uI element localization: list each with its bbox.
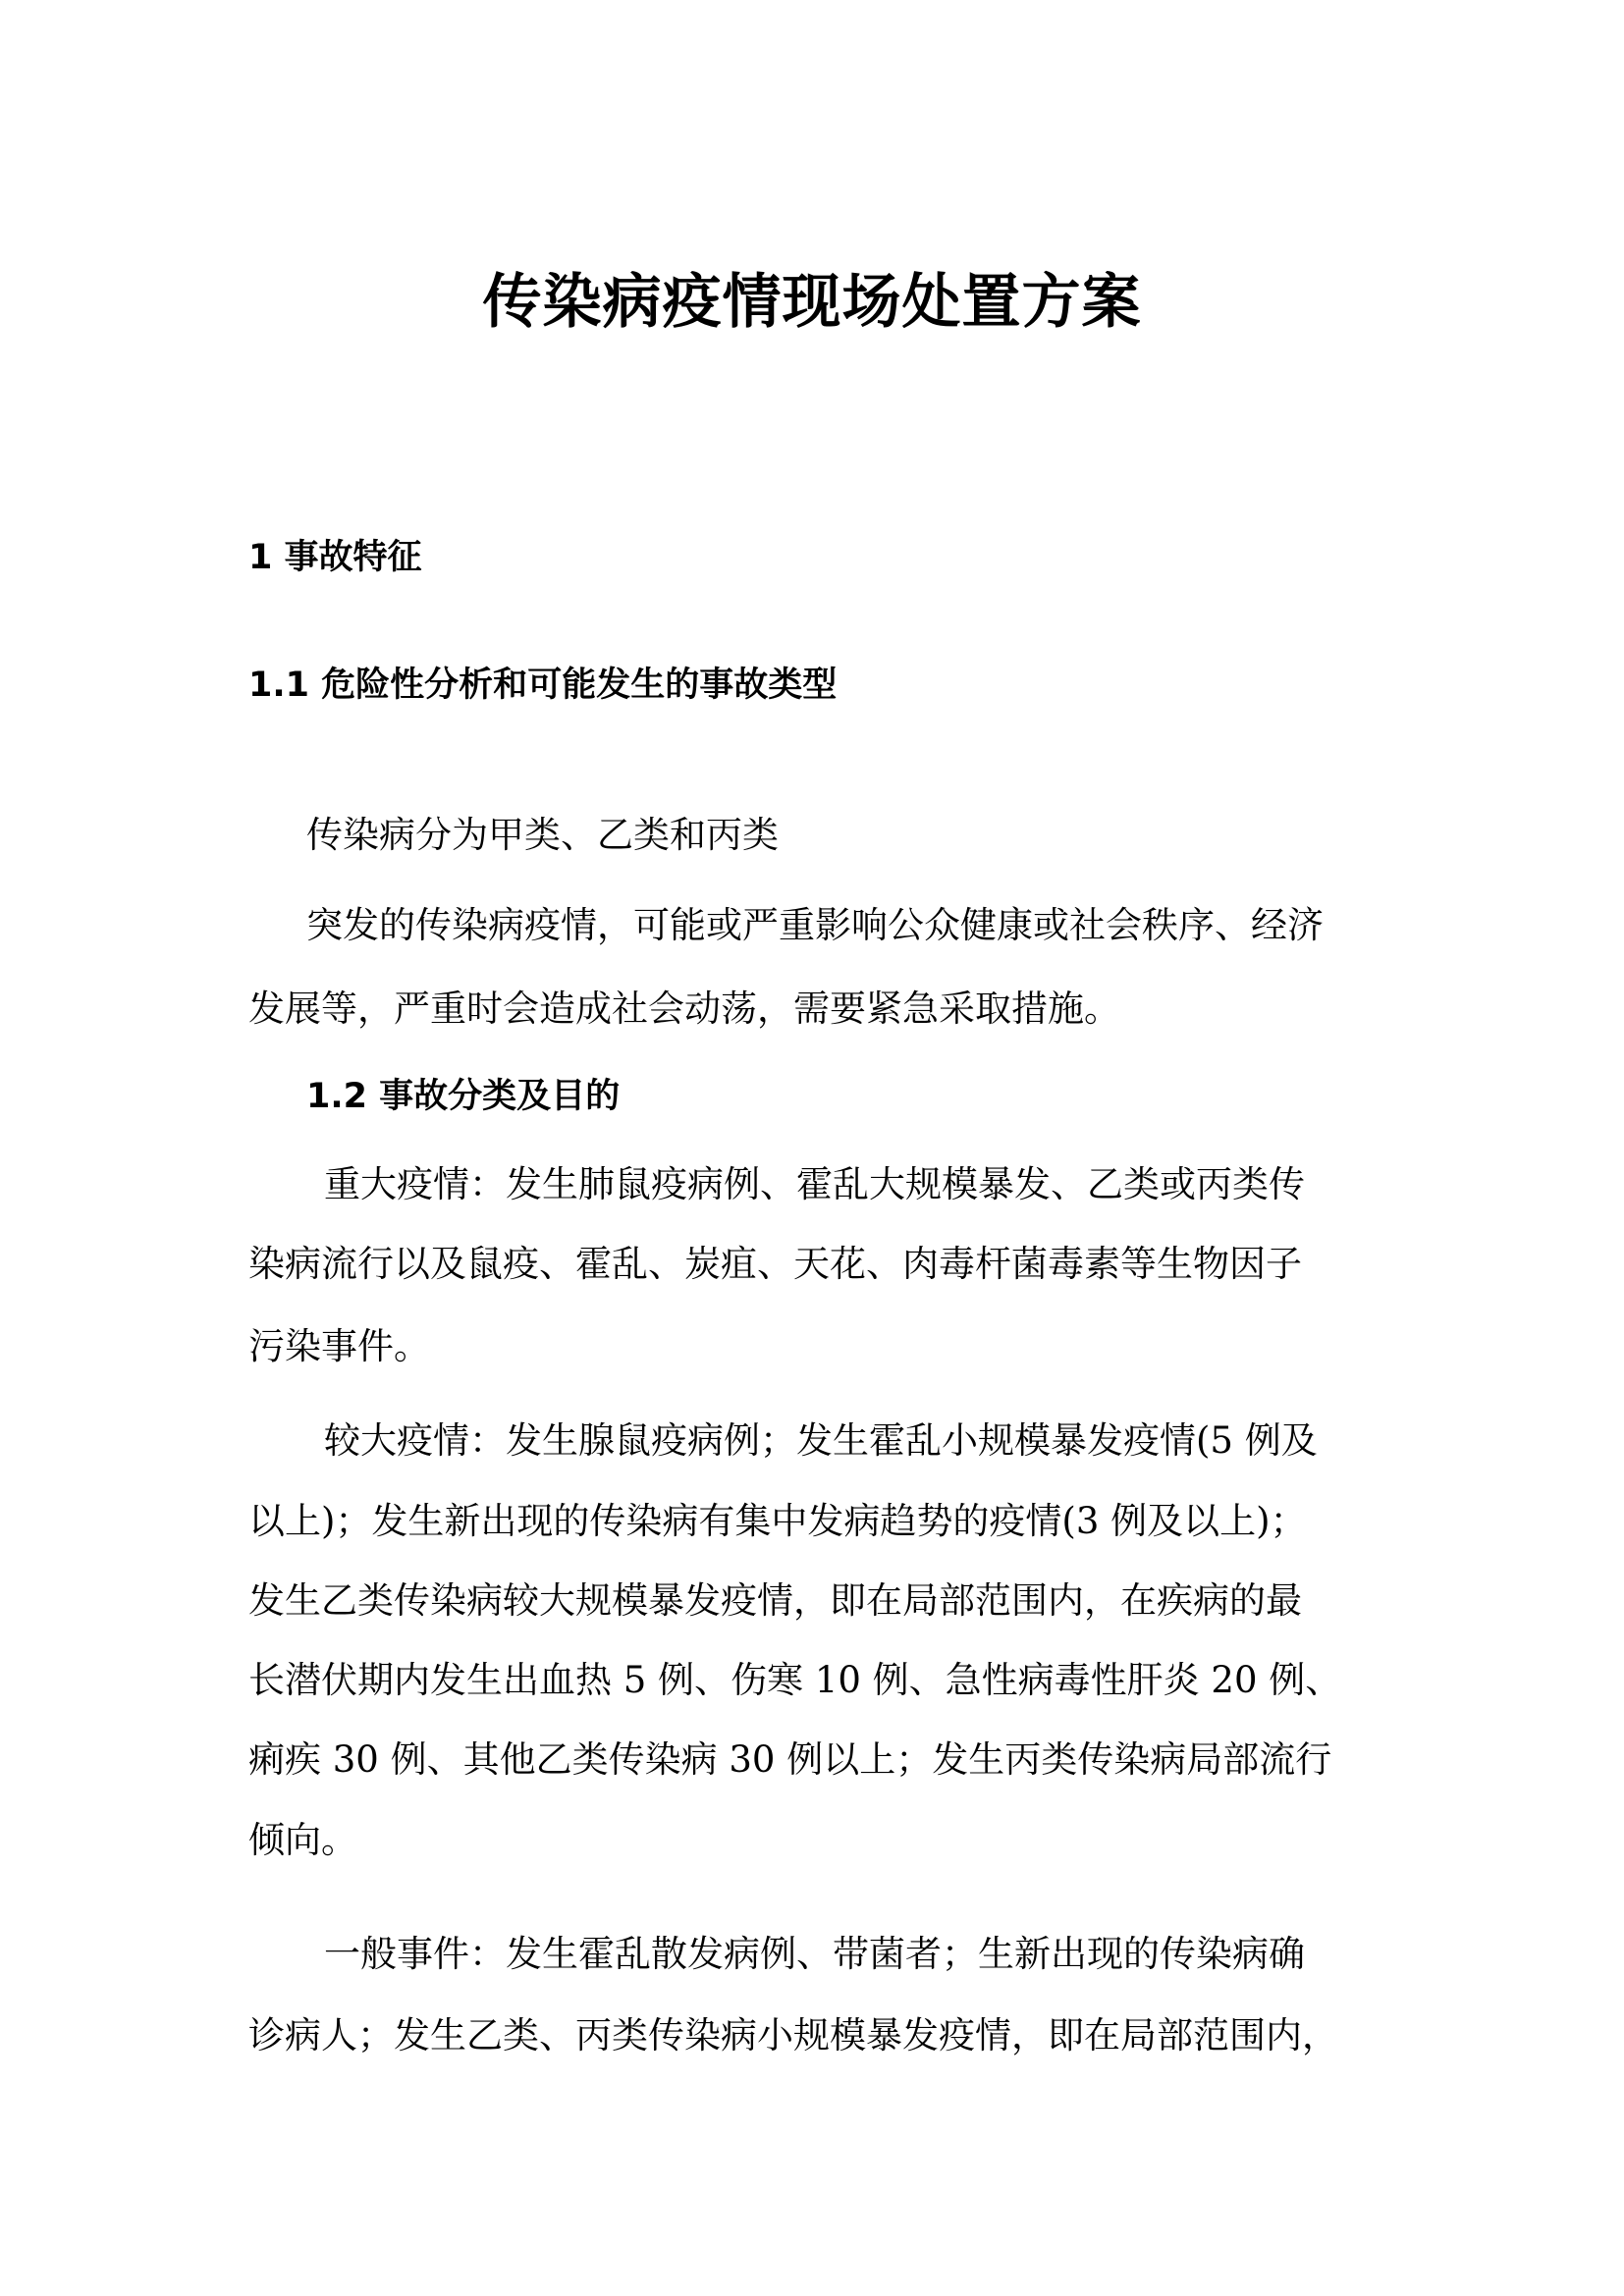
paragraph-line: 重大疫情：发生肺鼠疫病例、霍乱大规模暴发、乙类或丙类传: [324, 1163, 1305, 1205]
paragraph-line: 倾向。: [248, 1819, 357, 1861]
section-heading-1-2: 1.2 事故分类及目的: [306, 1077, 621, 1116]
paragraph-line: 发生乙类传染病较大规模暴发疫情，即在局部范围内，在疾病的最: [248, 1579, 1302, 1622]
paragraph-line: 染病流行以及鼠疫、霍乱、炭疽、天花、肉毒杆菌毒素等生物因子: [248, 1243, 1302, 1285]
section-heading-1: 1 事故特征: [248, 538, 422, 577]
document-title: 传染病疫情现场处置方案: [482, 268, 1142, 337]
paragraph-line: 突发的传染病疫情，可能或严重影响公众健康或社会秩序、经济: [306, 904, 1324, 946]
paragraph-line: 以上)；发生新出现的传染病有集中发病趋势的疫情(3 例及以上)；: [248, 1500, 1307, 1542]
paragraph-line: 诊病人；发生乙类、丙类传染病小规模暴发疫情，即在局部范围内，: [248, 2014, 1338, 2056]
paragraph-line: 传染病分为甲类、乙类和丙类: [306, 814, 779, 856]
paragraph-line: 污染事件。: [248, 1325, 430, 1367]
paragraph-line: 较大疫情：发生腺鼠疫病例；发生霍乱小规模暴发疫情(5 例及: [324, 1419, 1318, 1462]
paragraph-line: 发展等，严重时会造成社会动荡，需要紧急采取措施。: [248, 988, 1120, 1030]
section-heading-1-1: 1.1 危险性分析和可能发生的事故类型: [248, 666, 838, 705]
paragraph-line: 长潜伏期内发生出血热 5 例、伤寒 10 例、急性病毒性肝炎 20 例、: [248, 1659, 1342, 1701]
paragraph-line: 一般事件：发生霍乱散发病例、带菌者；生新出现的传染病确: [324, 1933, 1305, 1975]
paragraph-line: 痢疾 30 例、其他乙类传染病 30 例以上；发生丙类传染病局部流行: [248, 1738, 1332, 1781]
